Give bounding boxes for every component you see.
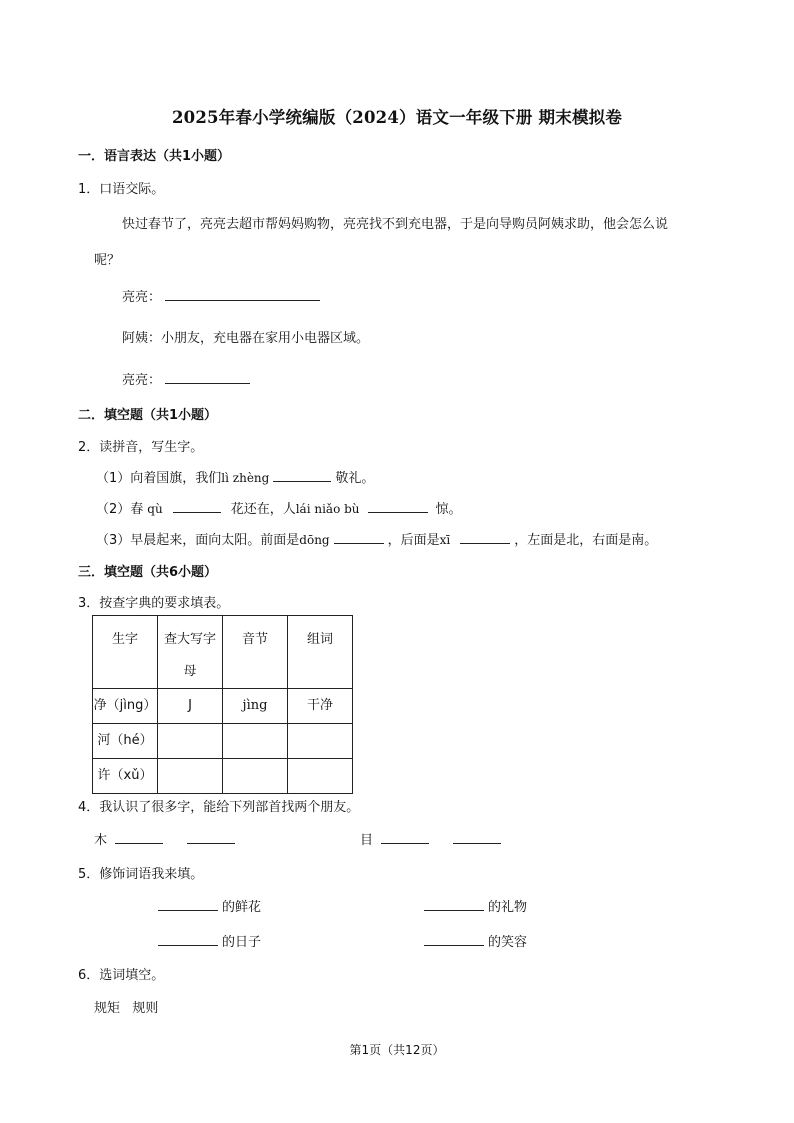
answer-blank[interactable]: [158, 896, 218, 911]
table-header-cell: 查大写字母: [158, 616, 223, 689]
answer-blank[interactable]: [381, 829, 429, 844]
table-cell-blank[interactable]: [288, 724, 353, 759]
question-5-item: [424, 896, 527, 915]
section-1-heading: 一．语言表达（共1小题）: [78, 149, 231, 164]
pinyin-text: lì zhèng: [221, 471, 270, 485]
section-3-heading: 三．填空题（共6小题）: [78, 565, 218, 580]
question-5-label: 5．修饰词语我来填。: [78, 867, 204, 882]
question-2-item-1: [96, 467, 374, 486]
radical-label: 木: [94, 833, 108, 848]
answer-blank[interactable]: [187, 829, 235, 844]
item-text: ，左面是北，右面是南。: [514, 533, 658, 548]
item-text: （2）春: [96, 502, 144, 517]
table-cell: 净（jìng）: [93, 689, 158, 724]
question-6-label: 6．选词填空。: [78, 968, 165, 983]
answer-blank[interactable]: [158, 931, 218, 946]
table-header-cell: 生字: [93, 616, 158, 689]
dictionary-table: [92, 615, 353, 794]
question-1-answer-line-1: [122, 286, 324, 305]
question-5-item: [158, 896, 261, 915]
item-text: ，后面是: [387, 533, 440, 548]
pinyin-text: xī: [439, 533, 451, 547]
item-text: 的鲜花: [222, 900, 262, 915]
table-cell-blank[interactable]: [158, 724, 223, 759]
item-text: 惊。: [435, 502, 462, 517]
table-cell-blank[interactable]: [223, 724, 288, 759]
page-footer: 第1页（共12页）: [349, 1043, 445, 1057]
table-header-cell: 组词: [288, 616, 353, 689]
speaker-label: 亮亮：: [122, 373, 162, 388]
question-4-label: 4．我认识了很多字，能给下列部首找两个朋友。: [78, 800, 360, 815]
question-1-paragraph-line2: 呢？: [94, 253, 121, 268]
table-cell: J: [158, 689, 223, 724]
question-1-label: 1．口语交际。: [78, 182, 165, 197]
table-row: [93, 759, 353, 794]
item-text: （1）向着国旗，我们: [96, 471, 222, 486]
pinyin-text: dōng: [299, 533, 330, 547]
question-4-radical-1-row: [94, 829, 239, 848]
table-cell: 河（hé）: [93, 724, 158, 759]
item-text: 的笑容: [488, 935, 528, 950]
table-cell-blank[interactable]: [158, 759, 223, 794]
answer-blank[interactable]: [424, 931, 484, 946]
answer-blank[interactable]: [368, 498, 428, 513]
question-5-item: [158, 931, 261, 950]
answer-blank[interactable]: [334, 529, 384, 544]
table-cell-blank[interactable]: [223, 759, 288, 794]
table-row: [93, 689, 353, 724]
question-4-radical-2-row: [360, 829, 505, 848]
auntie-line: 阿姨：小朋友，充电器在家用小电器区域。: [122, 331, 370, 346]
answer-blank[interactable]: [453, 829, 501, 844]
section-2-heading: 二．填空题（共1小题）: [78, 408, 218, 423]
item-text: （3）早晨起来，面向太阳。前面是: [96, 533, 300, 548]
radical-label: 目: [360, 833, 374, 848]
pinyin-text: qù: [147, 502, 163, 516]
table-cell-blank[interactable]: [288, 759, 353, 794]
question-2-item-3: [96, 529, 657, 548]
question-2-label: 2．读拼音，写生字。: [78, 440, 204, 455]
question-1-paragraph-line1: 快过春节了，亮亮去超市帮妈妈购物，亮亮找不到充电器，于是向导购员阿姨求助，他会怎么说: [122, 217, 669, 232]
item-text: 花还在，人: [230, 502, 296, 517]
answer-blank[interactable]: [424, 896, 484, 911]
question-6-word-choices: 规矩 规则: [94, 1001, 159, 1016]
table-header-row: [93, 616, 353, 689]
answer-blank[interactable]: [165, 286, 320, 301]
answer-blank[interactable]: [115, 829, 163, 844]
page-title: 2025年春小学统编版（2024）语文一年级下册 期末模拟卷: [171, 108, 623, 127]
question-2-item-2: [96, 498, 462, 517]
table-header-cell: 音节: [223, 616, 288, 689]
table-cell: jìng: [223, 689, 288, 724]
question-1-answer-line-2: [122, 369, 254, 388]
answer-blank[interactable]: [165, 369, 250, 384]
question-5-item: [424, 931, 527, 950]
item-text: 的日子: [222, 935, 262, 950]
answer-blank[interactable]: [460, 529, 510, 544]
pinyin-text: lái niǎo bù: [295, 502, 360, 516]
answer-blank[interactable]: [173, 498, 221, 513]
speaker-label: 亮亮：: [122, 290, 162, 305]
table-cell: 许（xǔ）: [93, 759, 158, 794]
table-row: [93, 724, 353, 759]
question-3-label: 3．按查字典的要求填表。: [78, 596, 230, 611]
item-text: 的礼物: [488, 900, 528, 915]
table-cell: 干净: [288, 689, 353, 724]
answer-blank[interactable]: [273, 467, 331, 482]
item-text: 敬礼。: [335, 471, 375, 486]
